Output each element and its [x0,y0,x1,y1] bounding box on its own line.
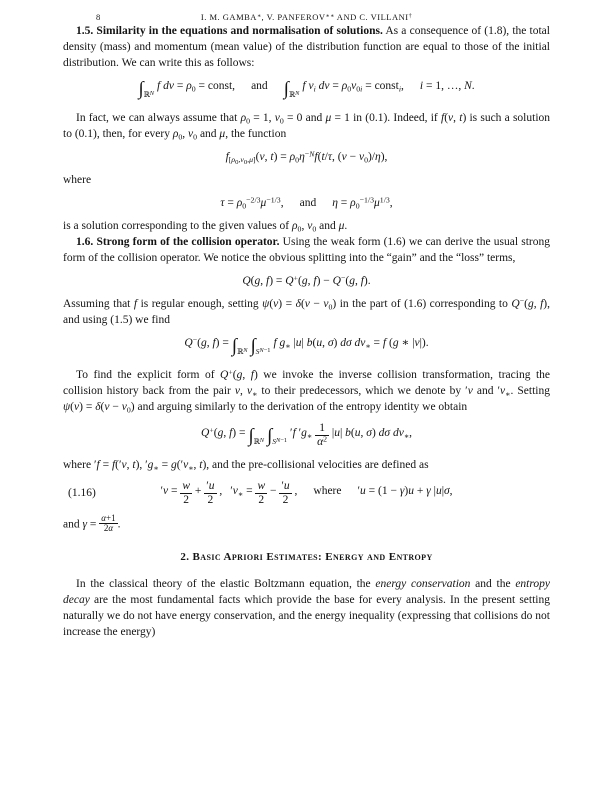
equation-scaling [63,149,550,165]
paragraph-gamma: and γ = $\frac{\alpha+1}{2\alpha}$ . [63,512,121,534]
equation-q-plus [63,422,550,450]
equation-tau-eta [63,195,550,211]
equation-1-16-math: ′v = $\frac{w}{2}$ + $\frac{'u}{2}$ , $'v_∗$ = $\frac{w}{2}$ − $\frac{'u}{2}$ , where ′u = (1 − γ)u + γ |u|σ, [160,479,453,506]
equation-1-16 [63,480,550,507]
paragraph-where-f: where ′f = f(′v, t), $'g_∗ = g('v_∗$, t), and the pre-collisional velocities are defined as [63,458,429,473]
section-2-heading: 2. Basic Apriori Estimates: Energy and Entropy [180,550,433,563]
subsection-1-5-heading: 1.5. Similarity in the equations and normalisation of solutions. [76,25,383,37]
subsection-1-5-body: As a consequence of (1.8), the total density (mass) and momentum (mean value) of the distribution function are equal to those of the initial distribution. We can write this as follows: [63,25,550,69]
subsection-1-6-body: Using the weak form (1.6) we can derive the usual strong form of the collision operator. We notice the obvious splitting into the “gain” and the “loss” terms, [63,235,550,264]
equation-conservation [63,78,550,103]
paragraph-section-2-intro: In the classical theory of the elastic Boltzmann equation, the energy conservation and the entropy decay are the most fundamental facts which provide the base for every analysis. In the present setting naturally we do not have energy conservation, and the energy inequality (expressing that collisions do not increase the energy) [63,577,551,638]
paragraph-assuming: Assuming that f is regular enough, setting $\psi(v) = \delta(v - v_0)$ in the part of (1.6) corresponding to Q−(g, f), and using (1.5) we find [63,296,550,326]
running-head-authors: I. M. GAMBA∗, V. PANFEROV∗∗ AND C. VILLANI† [200,12,413,22]
paragraph-where-label: where [63,173,92,186]
equation-1-16-tag: (1.16) [68,487,96,500]
equation-conservation-math: $\int_{ℝ^N}f$ dv = $\rho_0$ = const, and $\int_{ℝ^N}f$ $v_i$ dv = $\rho_0v_{0i}$ = const$_i$, i = 1, …, N. [138,78,475,100]
equation-tau-eta-math: $\tau = \rho_0^{-2/3}\mu^{-1/3}$, and $\eta = \rho_0^{-1/3}\mu^{1/3}$, [220,195,393,211]
equation-q-plus-math: Q+(g, $f) = \int_{ℝ^N}$ $\int_{S^{N-1}}'f$ $'g_∗$ $\frac{1}{\alpha^2}$ |u| b(u, σ) dσ $dv_∗$, [201,421,412,448]
equation-splitting-math: Q(g, f) = Q+(g, f) − Q−(g, f). [242,273,371,287]
page-header [63,11,550,23]
equation-splitting [63,273,550,289]
paragraph-to-find: To find the explicit form of Q+(g, f) we invoke the inverse collision transformation, tracing the collision history back from the pair v, $v_∗$ to their predecessors, which we denote by ′v and $'v_∗$. Setting $\psi(v) = \delta(v - v_0)$ and arguing similarly to the derivation of the entropy identity we obtain [63,367,551,415]
subsection-1-6-heading: 1.6. Strong form of the collision operator. [76,235,280,248]
paragraph-section-1-6 [63,234,550,266]
equation-q-minus-math: Q−(g, $f) = \int_{ℝ^N}$ $\int_{S^{N-1}}f$ $g_∗$ |u| b(u, σ) dσ $dv_∗ = f$ (g ∗ |v|). [184,335,429,357]
paragraph-section-1-5 [63,23,550,71]
equation-scaling-math: $f_{[\rho_0,v_0,\mu]}(v$, $t) = \rho_0\eta^{-N}f(t/\tau$, $(v - v_0)/\eta$), [225,149,388,167]
paragraph-solution: is a solution corresponding to the given values of $\rho_0$, $v_0$ and μ. [63,219,348,234]
equation-q-minus [63,335,550,360]
page-number: 8 [96,12,101,22]
paragraph-in-fact: In fact, we can always assume that $\rho_0 = 1$, $v_0 = 0$ and μ = 1 in (0.1). Indeed, if f(v, t) is such a solution to (0.1), then, for every $\rho_0$, $v_0$ and μ, the function [63,111,551,142]
